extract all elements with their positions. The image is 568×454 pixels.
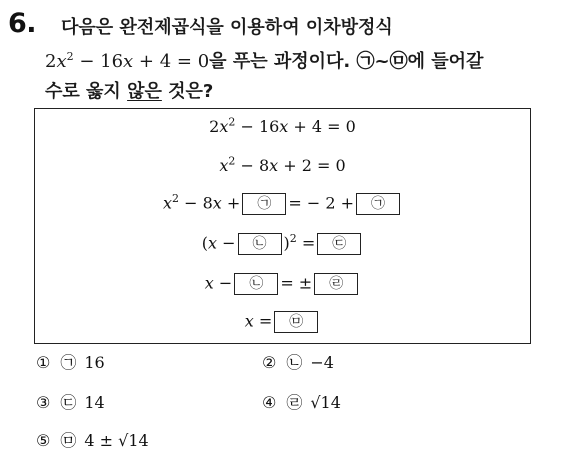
choice-3[interactable]	[36, 390, 105, 413]
question-line-1: 다음은 완전제곱식을 이용하여 이차방정식	[61, 17, 393, 38]
choice-5-number: ⑤	[36, 431, 51, 450]
process-step-1: $2x^2 - 16x + 4 = 0$	[209, 115, 356, 136]
choice-3-number: ③	[36, 393, 51, 412]
question-line-3	[45, 77, 213, 103]
choice-1-value: 16	[84, 353, 105, 372]
choice-2-symbol: ㉡	[286, 353, 303, 372]
choice-1-number: ①	[36, 353, 51, 372]
choice-5-symbol: ㉤	[60, 431, 77, 450]
choice-3-value: 14	[84, 393, 105, 412]
choice-4-symbol: ㉣	[286, 393, 303, 412]
choice-4-value: √14	[310, 393, 341, 412]
process-step-5: x − ㉡ = ± ㉣	[35, 273, 530, 295]
question-equation: $2x^2 - 16x + 4 = 0$	[45, 50, 210, 72]
process-step-6: x = ㉤	[35, 311, 530, 333]
choice-1-symbol: ㉠	[60, 353, 77, 372]
blank-e-box: ㉤	[274, 311, 318, 333]
blank-d-box: ㉣	[314, 273, 358, 295]
choice-1[interactable]	[36, 350, 105, 373]
question-line-3-prefix: 수로 옳지	[45, 81, 128, 102]
choice-2-number: ②	[262, 353, 277, 372]
process-step-2: $x^2 - 8x + 2 = 0$	[219, 154, 346, 175]
blank-b-box: ㉡	[238, 233, 282, 255]
blank-b-box-2: ㉡	[234, 273, 278, 295]
choice-4-number: ④	[262, 393, 277, 412]
choice-4[interactable]	[262, 390, 341, 413]
blank-a-box-2: ㉠	[356, 193, 400, 215]
blank-a-box: ㉠	[242, 193, 286, 215]
choice-2[interactable]	[262, 350, 334, 373]
blank-c-box: ㉢	[317, 233, 361, 255]
process-step-3: $x^2 - 8x$ + ㉠ = − 2 + ㉠	[35, 193, 530, 215]
question-line-2	[45, 47, 483, 73]
choice-5-value: 4 ± √14	[84, 431, 149, 450]
choice-2-value: −4	[310, 353, 334, 372]
question-line-2-text: 을 푸는 과정이다. ㉠~㉤에 들어갈	[209, 51, 484, 72]
question-number: 6.	[8, 8, 37, 39]
question-line-3-suffix: 것은?	[161, 81, 214, 102]
solution-process-box	[34, 108, 531, 344]
process-step-4: (x − ㉡ )$^2$ = ㉢	[35, 233, 530, 255]
choice-5[interactable]	[36, 428, 149, 451]
choice-3-symbol: ㉢	[60, 393, 77, 412]
underlined-word: 않은	[127, 81, 162, 102]
